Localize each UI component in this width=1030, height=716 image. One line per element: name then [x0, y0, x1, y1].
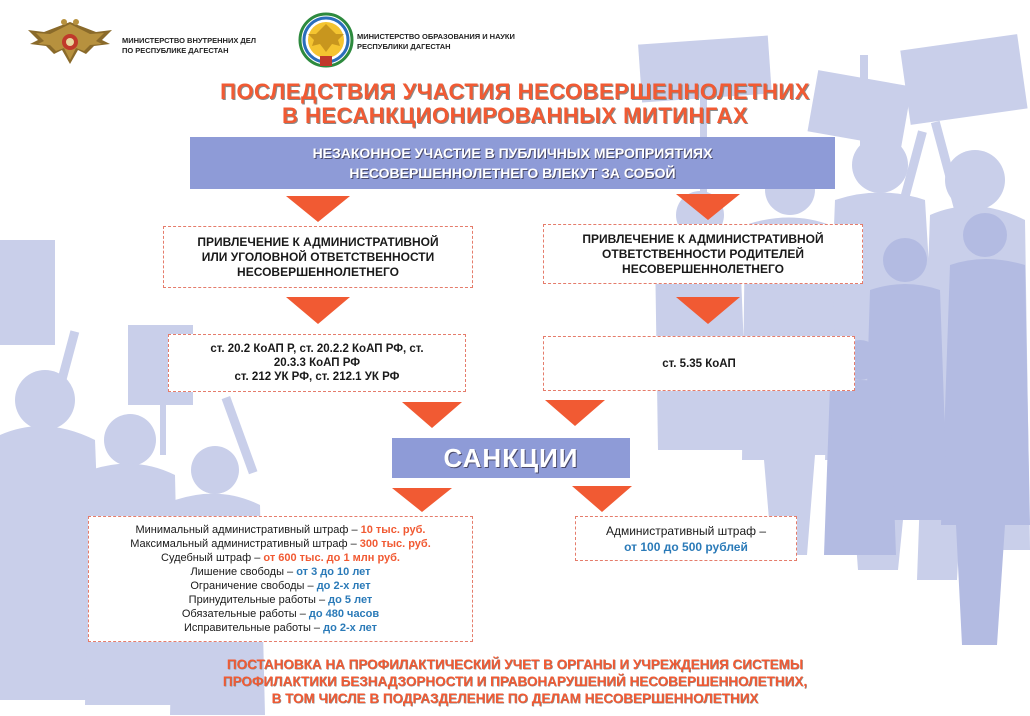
main-bar-line1: НЕЗАКОННОЕ УЧАСТИЕ В ПУБЛИЧНЫХ МЕРОПРИЯТИЯХ — [312, 145, 713, 161]
sanction-item-label: Принудительные работы – — [188, 594, 329, 606]
right-articles-text: ст. 5.35 КоАП — [662, 357, 736, 370]
sanction-item-value: от 3 до 10 лет — [296, 566, 371, 578]
sanction-item-value: до 5 лет — [328, 594, 373, 606]
sanction-item — [189, 593, 373, 607]
footer-line3: В ТОМ ЧИСЛЕ В ПОДРАЗДЕЛЕНИЕ ПО ДЕЛАМ НЕСОВЕРШЕННОЛЕТНИХ — [271, 691, 759, 706]
left-articles-line3: ст. 212 УК РФ, ст. 212.1 УК РФ — [234, 371, 400, 383]
sanction-item-label: Исправительные работы – — [183, 622, 324, 634]
sanctions-bar: САНКЦИИ — [392, 438, 630, 478]
left-articles-box — [168, 334, 466, 392]
footer-line1: ПОСТАНОВКА НА ПРОФИЛАКТИЧЕСКИЙ УЧЕТ В ОРГАНЫ И УЧРЕЖДЕНИЯ СИСТЕМЫ — [226, 657, 804, 672]
right-responsibility-line1: ПРИВЛЕЧЕНИЕ К АДМИНИСТРАТИВНОЙ — [582, 231, 824, 246]
sanction-item — [184, 621, 377, 635]
left-responsibility-line3: НЕСОВЕРШЕННОЛЕТНЕГО — [237, 264, 399, 279]
arrow-down-left-2 — [286, 297, 350, 324]
arrow-down-right-4 — [572, 486, 632, 512]
sanction-item-label: Минимальный административный штраф – — [135, 524, 361, 536]
left-articles-line1: ст. 20.2 КоАП Р, ст. 20.2.2 КоАП РФ, ст. — [210, 343, 424, 355]
left-sanctions-box — [88, 516, 473, 642]
sanction-item-value: до 2-х лет — [316, 580, 371, 592]
mvd-logo-line1: МИНИСТЕРСТВО ВНУТРЕННИХ ДЕЛ — [122, 36, 257, 45]
footer-note — [150, 656, 880, 707]
minobr-logo-line2: РЕСПУБЛИКИ ДАГЕСТАН — [357, 42, 451, 51]
left-articles-line2: 20.3.3 КоАП РФ — [273, 357, 361, 369]
minobr-logo-line1: МИНИСТЕРСТВО ОБРАЗОВАНИЯ И НАУКИ — [357, 32, 515, 41]
sanction-item — [190, 565, 370, 579]
sanction-item-label: Судебный штраф – — [161, 552, 264, 564]
sanction-item-value: 300 тыс. руб. — [359, 538, 431, 550]
sanction-item-label: Ограничение свободы – — [190, 580, 317, 592]
right-responsibility-line2: ОТВЕТСТВЕННОСТИ РОДИТЕЛЕЙ — [602, 246, 804, 261]
right-sanction-label: Административный штраф – — [605, 523, 767, 538]
sanction-item-value: до 480 часов — [308, 608, 380, 620]
footer-line2: ПРОФИЛАКТИКИ БЕЗНАДЗОРНОСТИ И ПРАВОНАРУШЕНИЙ НЕСОВЕРШЕННОЛЕТНИХ, — [222, 674, 808, 689]
arrow-down-right-1 — [676, 194, 740, 220]
right-articles-box — [543, 336, 855, 391]
right-sanctions-box — [575, 516, 797, 561]
right-responsibility-box — [543, 224, 863, 284]
sanction-item-value: 10 тыс. руб. — [360, 524, 426, 536]
arrow-down-right-3 — [545, 400, 605, 426]
sanction-item-label: Обязательные работы – — [181, 608, 309, 620]
right-responsibility-line3: НЕСОВЕРШЕННОЛЕТНЕГО — [622, 261, 784, 276]
sanction-item — [136, 523, 426, 537]
arrow-down-left-4 — [392, 488, 452, 512]
sanction-item — [190, 579, 370, 593]
arrow-down-right-2 — [676, 297, 740, 324]
arrow-down-left-1 — [286, 196, 350, 222]
sanction-item — [182, 607, 379, 621]
sanction-item-label: Максимальный административный штраф – — [130, 538, 360, 550]
sanction-item — [130, 537, 431, 551]
sanction-item-value: от 600 тыс. до 1 млн руб. — [263, 552, 400, 564]
sanction-item — [161, 551, 400, 565]
left-responsibility-line2: ИЛИ УГОЛОВНОЙ ОТВЕТСТВЕННОСТИ — [201, 249, 435, 264]
arrow-down-left-3 — [402, 402, 462, 428]
main-bar-line2: НЕСОВЕРШЕННОЛЕТНЕГО ВЛЕКУТ ЗА СОБОЙ — [349, 165, 676, 181]
page-title-line2: В НЕСАНКЦИОНИРОВАННЫХ МИТИНГАХ — [282, 103, 748, 128]
sanction-item-value: до 2-х лет — [323, 622, 378, 634]
left-responsibility-box — [163, 226, 473, 288]
sanction-item-label: Лишение свободы – — [190, 566, 297, 578]
left-responsibility-line1: ПРИВЛЕЧЕНИЕ К АДМИНИСТРАТИВНОЙ — [197, 234, 439, 249]
mvd-logo-line2: ПО РЕСПУБЛИКЕ ДАГЕСТАН — [122, 46, 229, 55]
page-title-line1: ПОСЛЕДСТВИЯ УЧАСТИЯ НЕСОВЕРШЕННОЛЕТНИХ — [220, 79, 810, 104]
right-sanction-value: от 100 до 500 рублей — [624, 539, 748, 554]
